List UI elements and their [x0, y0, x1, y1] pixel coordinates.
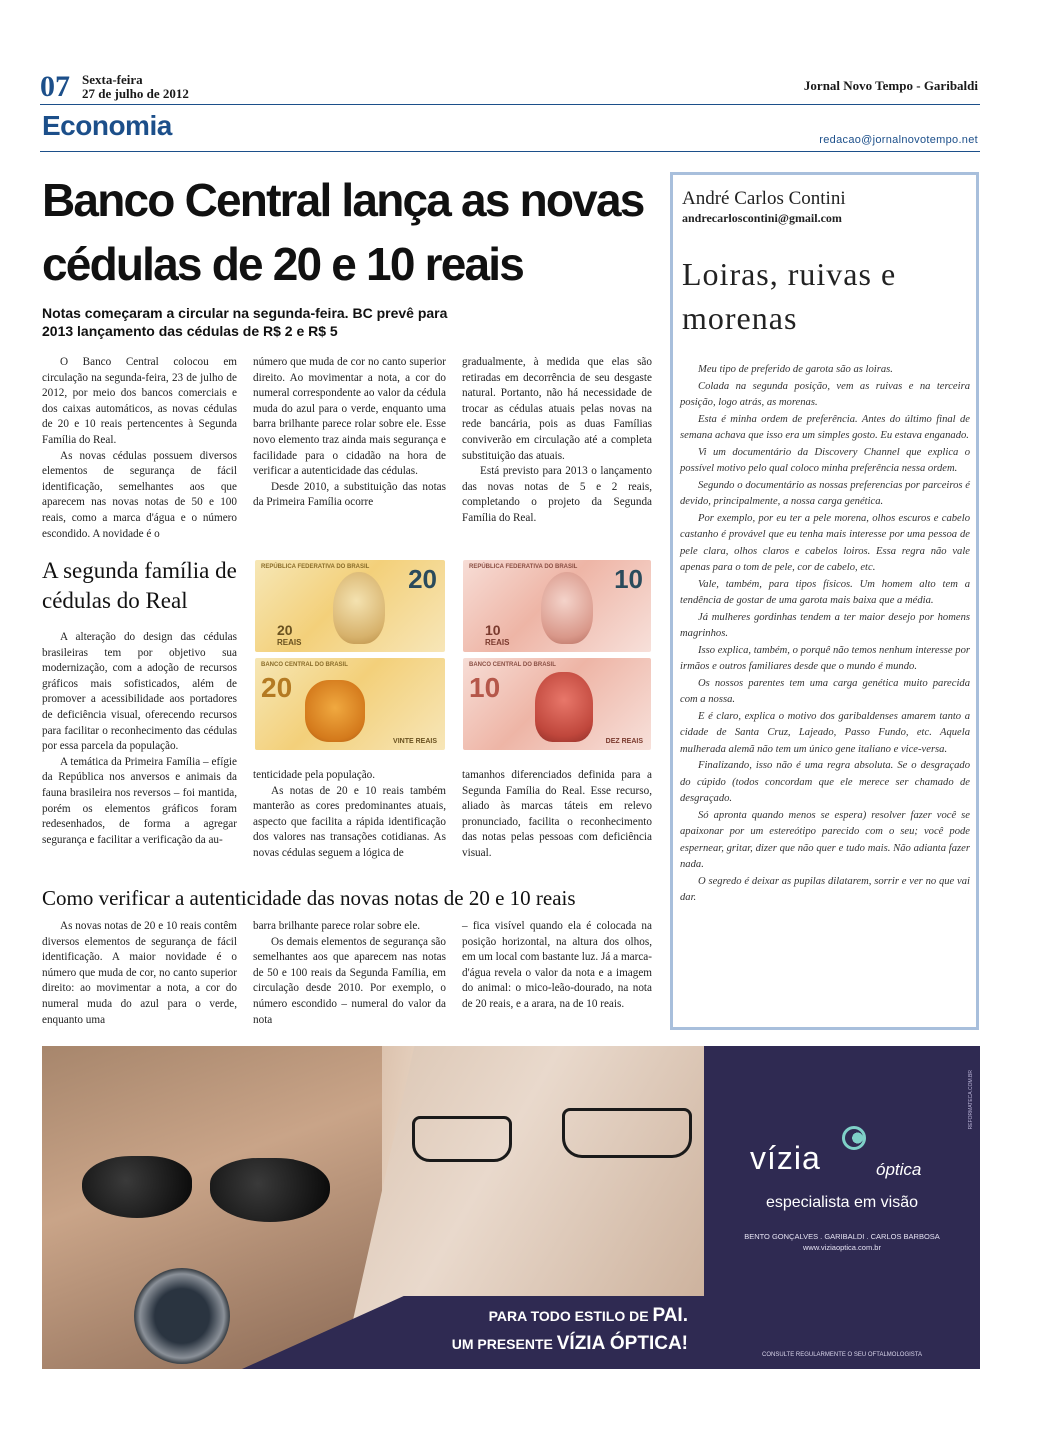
paragraph: Segundo o documentário as nossas preferencias por parceiros é devido, principalmente, a nossa carga genética. — [680, 479, 970, 507]
paragraph: Vi um documentário da Discovery Channel que explica o possível motivo pelo qual coloco minha preferência nessa ordem. — [680, 446, 970, 474]
section-rule — [40, 151, 980, 152]
ad-url[interactable]: www.viziaoptica.com.br — [803, 1243, 881, 1252]
paragraph: Só apronta quando menos se espera) resolver fazer você se apaixonar por um estereótipo parecido com o seu; você pode espernear, gritar, dizer que não quer e tudo mais. Não adianta fazer nada. — [680, 809, 970, 870]
paragraph: barra brilhante parece rolar sobre ele. — [253, 920, 421, 932]
paragraph: Isso explica, também, o porquê não temos nenhum interesse por irmãos e outros familiares desde que o mundo é mundo. — [680, 644, 970, 672]
subhead-segunda-familia: A segunda família de cédulas do Real — [42, 558, 237, 613]
ad-disclaimer: CONSULTE REGULARMENTE O SEU OFTALMOLOGISTA — [761, 1352, 923, 1358]
bank-back-name: BANCO CENTRAL DO BRASIL — [469, 662, 556, 668]
bank-name: REPÚBLICA FEDERATIVA DO BRASIL — [469, 564, 578, 570]
note-word: REAIS — [277, 638, 302, 647]
paragraph: Vale, também, para tipos físicos. Um homem alto tem a tendência de gostar de uma garota mais baixa que a média. — [680, 578, 970, 606]
header-rule — [40, 104, 980, 105]
column-author-email[interactable]: andrecarloscontini@gmail.com — [682, 211, 842, 225]
ad-brand-sub: óptica — [876, 1160, 922, 1179]
macaw-icon — [535, 672, 593, 742]
column-title: Loiras, ruivas e morenas — [682, 256, 897, 336]
column-body — [680, 362, 970, 907]
paragraph: Está previsto para 2013 o lançamento das novas notas de 5 e 2 reais, completando o projeto da Segunda Família do Real. — [462, 465, 652, 524]
sunglasses-right-lens-icon — [210, 1158, 330, 1222]
slogan-line-1: PARA TODO ESTILO DE PAI. — [488, 1305, 688, 1326]
ad-cities: BENTO GONÇALVES . GARIBALDI . CARLOS BARBOSA — [744, 1232, 940, 1241]
note-value: 10 — [469, 672, 501, 703]
eyeglasses-left-lens-icon — [412, 1116, 512, 1162]
paragraph: A temática da Primeira Família – efígie da República nos anversos e animais da fauna brasileira nos reversos – foi mantida, porém os elementos gráficos foram redesenhados, de forma a agregar segurança e facilitar a verificação da au- — [42, 755, 237, 846]
note-back-word: VINTE REAIS — [393, 738, 437, 745]
ad-slogan — [452, 1302, 688, 1358]
paragraph: Esta é minha ordem de preferência. Antes do último final de semana achava que isso era um simples gosto. Eu estava enganado. — [680, 413, 970, 441]
note-value: 20 — [408, 564, 437, 594]
banknote-10-front — [463, 560, 651, 652]
subhead2-col-1 — [42, 919, 237, 1028]
article-col-1 — [42, 355, 237, 542]
note-value: 20 — [261, 672, 293, 703]
paragraph: As novas cédulas possuem diversos elementos de segurança de fácil identificação, semelhantes aos que aparecem nas novas notas de 50 e 100 reais, como a marca d'água e o número escondido. A novidade é o — [42, 449, 237, 540]
republic-effigy-icon — [541, 572, 593, 644]
paragraph: tenticidade pela população. — [253, 769, 376, 781]
paragraph: Os demais elementos de segurança são semelhantes aos que aparecem nas notas de 50 e 100 reais da Segunda Família, em circulação desde 2010. Por exemplo, o número escondido – numeral do valor da nota — [253, 935, 446, 1026]
republic-effigy-icon — [333, 572, 385, 644]
ad-tagline: especialista em visão — [765, 1194, 919, 1211]
bank-name: REPÚBLICA FEDERATIVA DO BRASIL — [261, 564, 370, 570]
paragraph: O Banco Central colocou em circulação na segunda-feira, 23 de julho de 2012, por meio dos bancos comerciais e dos caixas automáticos, as novas cédulas de 20 e 10 reais pertencentes à Segunda Família do Real. — [42, 356, 237, 446]
paragraph: A alteração do design das cédulas brasileiras tem por objetivo sua modernização, com a adoção de recursos gráficos mais sofisticados, além de promover a acessibilidade aos portadores de deficiência visual, oferecendo recursos para facilitar o reconhecimento das cédulas por essa parcela da população. — [42, 631, 237, 753]
subhead1-col-2 — [253, 768, 446, 862]
note-word: REAIS — [485, 638, 510, 647]
subhead1-col-1 — [42, 630, 237, 848]
date: 27 de julho de 2012 — [82, 86, 189, 101]
paragraph: Colada na segunda posição, vem as ruivas e na terceira posição, logo atrás, as morenas. — [680, 380, 970, 408]
ad-photo — [42, 1046, 704, 1369]
golden-lion-tamarin-icon — [305, 680, 365, 742]
vizia-advertisement[interactable] — [42, 1046, 980, 1369]
paragraph: Meu tipo de preferido de garota são as loiras. — [698, 364, 893, 375]
subhead-autenticidade: Como verificar a autenticidade das novas notas de 20 e 10 reais — [42, 886, 576, 910]
article-col-2 — [253, 355, 446, 511]
subhead2-col-2 — [253, 919, 446, 1028]
paragraph: Os nossos parentes tem uma carga genética muito parecida com a nossa. — [680, 677, 970, 705]
note-value-small: 10 — [485, 622, 501, 638]
paragraph: E é claro, explica o motivo dos garibaldenses amarem tanto a cidade de Santa Cruz, Lajeado, Passo Fundo, etc. Aquela mulherada alemã não tem um único gene italiano e vice-versa. — [680, 710, 970, 755]
eyeglasses-right-lens-icon — [562, 1108, 692, 1158]
note-value-small: 20 — [277, 622, 293, 638]
issue-date — [82, 73, 189, 101]
bank-back-name: BANCO CENTRAL DO BRASIL — [261, 662, 348, 668]
newspaper-name: Jornal Novo Tempo - Garibaldi — [803, 78, 978, 93]
weekday: Sexta-feira — [82, 72, 143, 87]
headline-line-1: Banco Central lança as novas — [42, 174, 644, 226]
paragraph: número que muda de cor no canto superior direito. Ao movimentar a nota, a cor do numeral correspondente ao valor da cédula muda do azul para o verde, enquanto uma barra brilhante parece rolar sobre ele. Esse novo elemento traz ainda mais segurança e facilidade para o cidadão na hora de verificar a autenticidade das cédulas. — [253, 356, 446, 478]
newsroom-email[interactable]: redacao@jornalnovotempo.net — [819, 134, 978, 146]
column-author: André Carlos Contini — [682, 188, 846, 209]
ad-brand-panel — [704, 1046, 980, 1369]
sunglasses-left-lens-icon — [82, 1156, 192, 1218]
section-title: Economia — [42, 110, 172, 141]
paragraph: Já mulheres gordinhas tendem a ter maior desejo por homens magrinhos. — [680, 611, 970, 639]
paragraph: As novas notas de 20 e 10 reais contêm diversos elementos de segurança de fácil identificação. A maior novidade é o número que muda de cor, no canto superior direito: ao movimentar a nota, a cor do numeral muda do azul para o verde, enquanto uma — [42, 920, 237, 1026]
subhead2-col-3 — [462, 919, 652, 1013]
wristwatch-icon — [134, 1268, 230, 1364]
paragraph: Desde 2010, a substituição das notas da Primeira Família ocorre — [253, 480, 446, 509]
paragraph: – fica visível quando ela é colocada na posição horizontal, na altura dos olhos, em um local com bastante luz. Já a marca-d'água revela o valor da nota e a imagem do animal: o mico-leão-dourado, na nota de 20 reais, e a arara, na de 10 reais. — [462, 920, 652, 1010]
subhead1-col-3 — [462, 768, 652, 862]
banknote-10-back — [463, 658, 651, 750]
ad-credit: REFORMATECA.COM.BR — [968, 1070, 974, 1130]
paragraph: Por exemplo, por eu ter a pele morena, olhos escuros e cabelo castanho é provável que eu tenha mais interesse por uma pessoa de pele clara, olhos claros e cabelos loiros. Essa regra não vale apenas para o tom de pele, cor de cabelo, etc. — [680, 512, 970, 573]
dek: Notas começaram a circular na segunda-feira. BC prevê para 2013 lançamento das cédulas de R$ 2 e R$ 5 — [42, 305, 448, 339]
paragraph: gradualmente, à medida que elas são retiradas em decorrência de seu desgaste natural. Portanto, não há necessidade de trocar as cédulas atuais pelas novas na rede bancária, pois as duas Famílias conviverão em circulação até a completa substituição das atuais. — [462, 356, 652, 462]
vizia-logo-icon — [842, 1126, 866, 1150]
note-value: 10 — [614, 564, 643, 594]
banknote-20-front — [255, 560, 445, 652]
headline — [42, 168, 662, 296]
ad-brand: vízia — [750, 1140, 821, 1176]
paragraph: O segredo é deixar as pupilas dilatarem, sorrir e ver no que vai dar. — [680, 875, 970, 903]
article-col-3 — [462, 355, 652, 527]
paragraph: As notas de 20 e 10 reais também manterão as cores predominantes atuais, aspecto que facilita a rápida identificação dos valores nas transações cotidianas. As novas cédulas seguem a lógica de — [253, 784, 446, 859]
page-number: 07 — [40, 70, 70, 103]
banknote-20-back — [255, 658, 445, 750]
headline-line-2: cédulas de 20 e 10 reais — [42, 238, 524, 290]
slogan-line-2: UM PRESENTE VÍZIA ÓPTICA! — [451, 1333, 688, 1354]
note-back-word: DEZ REAIS — [605, 738, 643, 745]
paragraph: tamanhos diferenciados definida para a Segunda Família do Real. Esse recurso, aliado às marcas táteis em relevo pronunciado, facilita o reconhecimento das notas pelas pessoas com deficiência visual. — [462, 769, 652, 859]
paragraph: Finalizando, isso não é uma regra absoluta. Se o desgraçado do cúpido (todos concordam que ele merece ser chamado de desgraçado. — [680, 760, 970, 804]
